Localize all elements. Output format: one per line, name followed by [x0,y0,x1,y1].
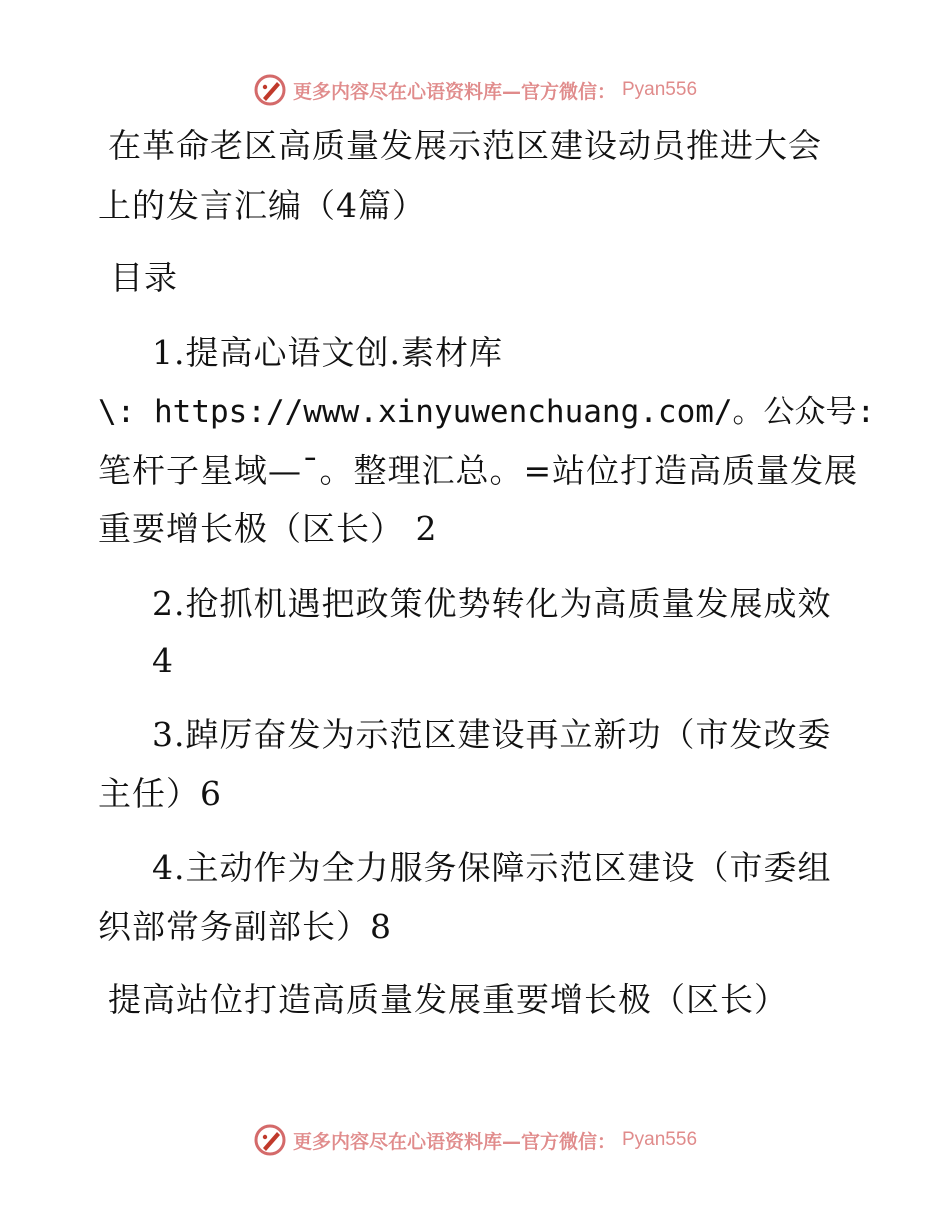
toc-item-1-line-2: \: https://www.xinyuwenchuang.com/。公众号: [98,394,876,430]
toc-item-2-line-2: 4 [152,641,174,680]
toc-item-1-line-1: 1.提高心语文创.素材库 [152,333,503,372]
section-heading: 提高站位打造高质量发展重要增长极（区长） [108,980,788,1019]
document-title-line-2: 上的发言汇编（4篇） [98,186,426,225]
pen-nib-circle-icon [253,73,287,107]
banner-handle: Pyan556 [622,79,698,100]
toc-item-3-line-1: 3.踔厉奋发为示范区建设再立新功（市发改委 [152,715,832,754]
toc-item-3-line-2: 主任）6 [98,774,222,813]
toc-heading: 目录 [110,258,178,297]
toc-item-1-line-3: 笔杆子星域—¯。整理汇总。=站位打造高质量发展 [98,451,859,490]
toc-item-4-line-2: 织部常务副部长）8 [98,907,392,946]
banner-text: 更多内容尽在心语资料库—官方微信： [292,80,616,103]
footer-watermark-banner [0,1120,950,1160]
toc-item-2-line-1: 2.抢抓机遇把政策优势转化为高质量发展成效 [152,584,832,623]
banner-handle: Pyan556 [622,1129,698,1150]
banner-text: 更多内容尽在心语资料库—官方微信： [292,1130,616,1153]
document-title-line-1: 在革命老区高质量发展示范区建设动员推进大会 [108,126,822,165]
header-watermark-banner [0,70,950,110]
toc-item-4-line-1: 4.主动作为全力服务保障示范区建设（市委组 [152,848,832,887]
toc-item-1-line-4: 重要增长极（区长） 2 [98,509,438,548]
pen-nib-circle-icon [253,1123,287,1157]
